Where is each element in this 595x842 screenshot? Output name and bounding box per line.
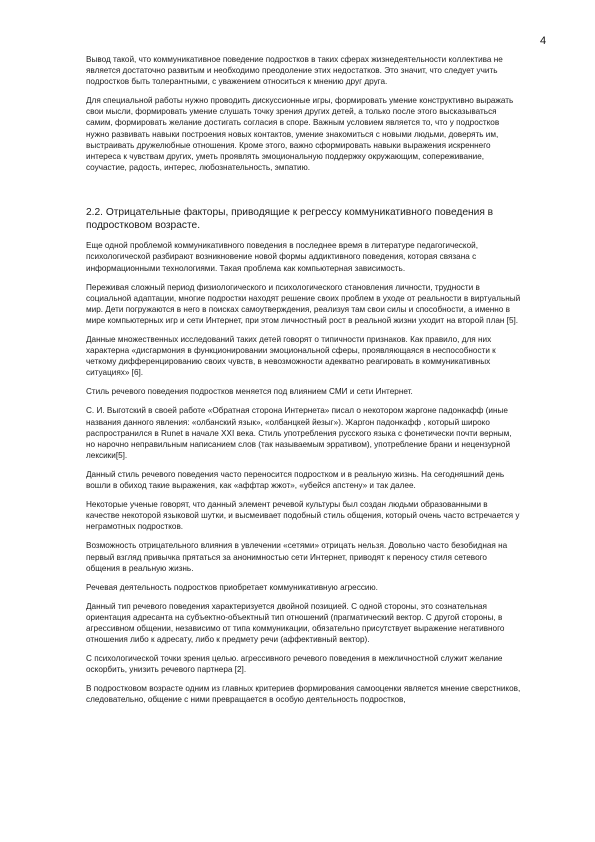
paragraph: Некоторые ученые говорят, что данный элемент речевой культуры был создан людьми образованными в качестве некоторой языковой шутки, и высмеивает подобный стиль общения, который очень часто встречается у неграмотных подростков. [86,500,520,532]
paragraph: Данный тип речевого поведения характеризуется двойной позицией. С одной стороны, это сознательная ориентация адресанта на субъектно-объектный тип отношений (прагматический вектор. С другой стороны, в агрессивном общении, независимо от типа коммуникации, обязательно присутствует выражение негативного отношения либо к адресату, либо к предмету речи (аффективный вектор). [86,601,505,645]
paragraph: Переживая сложный период физиологического и психологического становления личности, трудности в социальной адаптации, многие подростки находят решение своих проблем в уходе от реальности в виртуальный мир. Дети погружаются в него в поисках самоутверждения, реализуя там свои силы и способности, а именно в мире компьютерных игр и сети Интернет, при этом личностный рост в реальной жизни уходит на второй план [5]. [86,282,521,325]
paragraph: С психологической точки зрения целью. агрессивного речевого поведения в межличностной служит желание оскорбить, унизить речевого партнера [2]. [86,654,503,675]
paragraph: Вывод такой, что коммуникативное поведение подростков в таких сферах жизнедеятельности коллектива не является достаточно развитым и необходимо преодоление этих недостатков. Это значит, что следует учить подростков быть толерантными, с уважением относиться к мнению друг друга. [86,55,503,87]
paragraph: Еще одной проблемой коммуникативного поведения в последнее время в литературе педагогической, психологической разбирают возникновение новой формы аддиктивного поведения, которая связана с информационными технологиями. Такая проблема как компьютерная зависимость. [86,241,478,273]
paragraph: В подростковом возрасте одним из главных критериев формирования самооценки является мнение сверстников, следовательно, общение с ними превращается в особую деятельность подростков, [86,684,521,705]
paragraph: Для специальной работы нужно проводить дискуссионные игры, формировать умение конструктивно выражать свои мысли, формировать умение слушать точку зрения других детей, а только после этого высказываться самим, формировать желание достигать согласия в споре. Важным условием является то, что у подростков нужно развивать навыки построения новых контактов, умение знакомиться с новыми людьми, доверять им, выстраивать дружелюбные отношения. Кроме этого, важно сформировать навыки выражения искреннего интереса к чувствам других, уметь проявлять эмоциональную поддержку окружающим, сопереживание, соучастие, радость, интерес, любознательность, эмпатию. [86,96,514,172]
section-spacer [86,181,522,206]
page-body [86,54,522,714]
section-heading: 2.2. Отрицательные факторы, приводящие к регрессу коммуникативного поведения в подростковом возрасте. [86,206,494,232]
paragraph: Возможность отрицательного влияния в увлечении «сетями» отрицать нельзя. Довольно часто безобидная на первый взгляд привычка прятаться за анонимностью сети Интернет, приводят к переносу стиля сетевого общения в реальную жизнь. [86,541,508,573]
paragraph: Данные множественных исследований таких детей говорят о типичности признаков. Как правило, для них характерна «дисгармония в функционировании эмоциональной сферы, проявляющаяся в неспособности к четкому дифференцированию своих чувств, в невозможности адекватно реагировать в коммуникативных ситуациях» [6]. [86,335,496,378]
paragraph: Речевая деятельность подростков приобретает коммуникативную агрессию. [86,582,378,592]
page-number: 4 [540,35,547,47]
paragraph: С. И. Выготский в своей работе «Обратная сторона Интернета» писал о некотором жаргоне падонкафф (иные названия данного явления: «олбанский язык», «олбанцкей йезыг»). Жаргон падонкафф , который широко распространился в Runet в начале XXI века. Стиль употребления русского языка с фонетически почти верным, но нарочно неправильным написанием слов (так называемым эрративом), употребление брани и нецензурной лексики[5]. [86,406,512,460]
paragraph: Данный стиль речевого поведения часто переносится подростком и в реальную жизнь. На сегодняшний день вошли в обиход такие выражения, как «аффтар жжот», «убейся апстену» и так далее. [86,469,505,491]
paragraph: Стиль речевого поведения подростков меняется под влиянием СМИ и сети Интернет. [86,387,413,397]
